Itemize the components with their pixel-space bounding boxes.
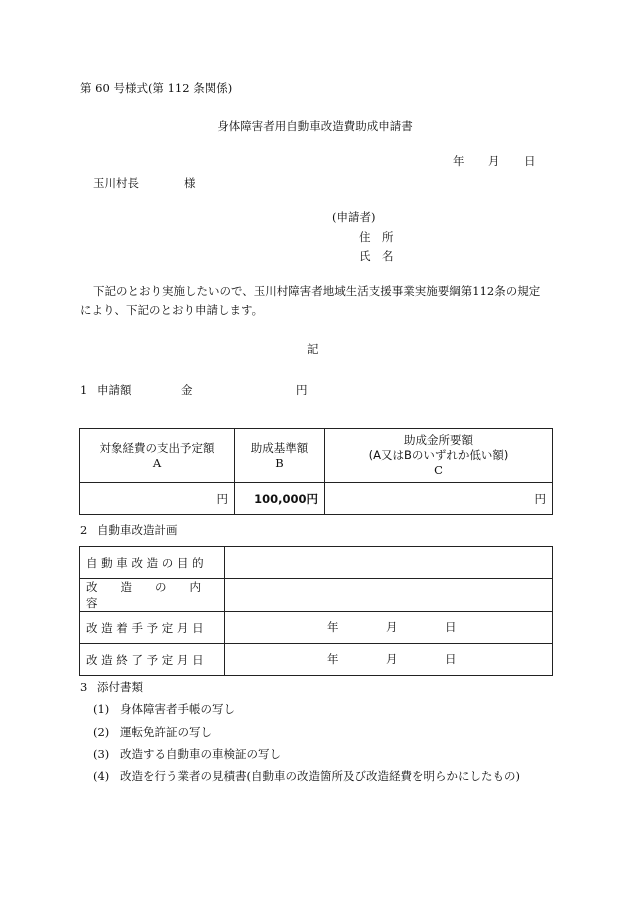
- attachment-item-number: (4): [93, 769, 110, 783]
- ki-heading: 記: [307, 342, 319, 356]
- cell-c-value: 円: [325, 483, 553, 515]
- header-cell-b: [235, 429, 325, 483]
- section-3-label: 添付書類: [97, 680, 143, 694]
- applicant-name-label: 氏 名: [359, 249, 394, 263]
- section-2-number: 2: [80, 523, 88, 537]
- attachment-item-number: (3): [93, 747, 110, 761]
- date-year: 年: [453, 154, 465, 168]
- attachment-item-number: (2): [93, 725, 110, 739]
- header-c-line1: 助成金所要額: [404, 433, 473, 447]
- header-a-line2: A: [152, 455, 162, 470]
- section-2-label: 自動車改造計画: [97, 523, 178, 537]
- plan-date-day: 日: [445, 620, 457, 634]
- plan-row-label: 改 造 着 手 予 定 月 日: [80, 612, 225, 644]
- section-1-yen: 円: [296, 383, 308, 397]
- plan-row-label: 改 造 終 了 予 定 月 日: [80, 644, 225, 676]
- header-b-line1: 助成基準額: [250, 440, 309, 455]
- plan-date-year: 年: [327, 620, 339, 634]
- header-b-line2: B: [275, 455, 284, 470]
- section-3-number: 3: [80, 680, 88, 694]
- header-a-line1: 対象経費の支出予定額: [99, 440, 215, 455]
- attachment-item-text: 身体障害者手帳の写し: [120, 702, 235, 716]
- plan-row-date: [225, 612, 553, 644]
- date-day: 日: [524, 154, 536, 168]
- section-1-label: 申請額: [97, 383, 132, 397]
- attachment-item-number: (1): [93, 702, 110, 716]
- form-number-label: 第 60 号様式(第 112 条関係): [80, 81, 233, 95]
- cell-a-value: 円: [80, 483, 235, 515]
- plan-date-month: 月: [386, 620, 398, 634]
- applicant-address-label: 住 所: [359, 230, 394, 244]
- amount-table: [79, 428, 553, 515]
- attachment-item-text: 改造する自動車の車検証の写し: [120, 747, 281, 761]
- plan-row-value: [225, 579, 553, 612]
- header-c-line3: C: [434, 463, 443, 477]
- attachment-item-text: 改造を行う業者の見積書(自動車の改造箇所及び改造経費を明らかにしたもの): [120, 769, 520, 783]
- intro-line-1: 下記のとおり実施したいので、玉川村障害者地域生活支援事業実施要綱第112条の規定: [93, 284, 541, 298]
- plan-date-day: 日: [445, 652, 457, 666]
- addressee-honorific: 様: [184, 176, 196, 190]
- modification-plan-table: [79, 546, 553, 676]
- header-cell-a: [80, 429, 235, 483]
- document-title: 身体障害者用自動車改造費助成申請書: [217, 119, 413, 133]
- applicant-label: (申請者): [332, 210, 376, 224]
- plan-row-date: [225, 644, 553, 676]
- attachment-item-text: 運転免許証の写し: [120, 725, 212, 739]
- header-c-line2: (A又はBのいずれか低い額): [368, 448, 509, 462]
- header-cell-c: [325, 429, 553, 483]
- plan-row-label: 自 動 車 改 造 の 目 的: [80, 547, 225, 579]
- plan-date-month: 月: [386, 652, 398, 666]
- section-1-kin: 金: [181, 383, 193, 397]
- plan-row-value: [225, 547, 553, 579]
- cell-b-value: 100,000円: [235, 483, 325, 515]
- section-1-number: 1: [80, 383, 88, 397]
- date-month: 月: [488, 154, 500, 168]
- plan-date-year: 年: [327, 652, 339, 666]
- intro-line-2: により、下記のとおり申請します。: [80, 303, 264, 317]
- plan-row-label: 改 造 の 内 容: [80, 579, 225, 612]
- addressee-name: 玉川村長: [93, 176, 139, 190]
